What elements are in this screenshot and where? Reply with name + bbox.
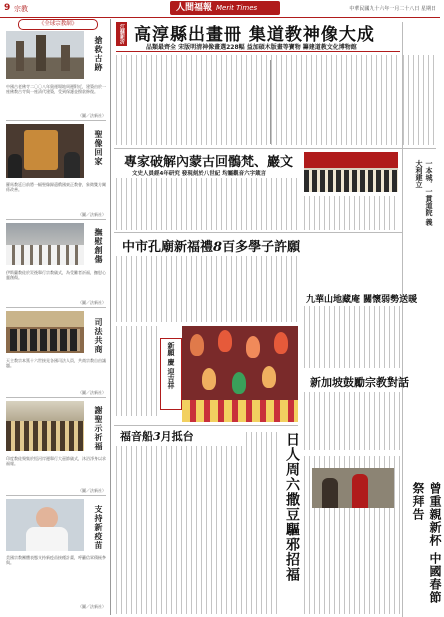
lantern-shape: [274, 332, 288, 354]
section-separator: [114, 425, 298, 426]
lantern-shape: [202, 368, 216, 390]
story2-subhead: 文史人員經4年研究 發現刻於八世紀 均屬觀音六字箴言: [132, 171, 267, 177]
sidebar-item-title: 搶救古跡: [94, 36, 104, 72]
photo-ancient-towers[interactable]: [6, 31, 84, 79]
lantern-shape: [232, 372, 246, 394]
crowd-shape: [304, 170, 398, 192]
photo-credit: （圖／法新社）: [78, 488, 106, 493]
masthead-en: Merit Times: [216, 4, 258, 12]
story6-headline-b: 月抵台: [160, 430, 194, 443]
crowd-shape: [6, 421, 84, 451]
photo-credit: （圖／法新社）: [78, 604, 106, 609]
masthead[interactable]: [170, 1, 280, 15]
sidebar-item-title: 司法共商: [94, 318, 104, 354]
lead-kicker: 江蘇新沂: [116, 22, 127, 46]
issue-date: 中華民國九十六年一月二十八日 星期日: [349, 6, 436, 12]
photo-caption-text: [304, 196, 398, 230]
sidebar-item-body: 中國古老佛寺二〇〇八年奧運場地周邊附近，建築由於一座佛教古寺與一座清代建築，受到保護並撥款修復。: [6, 84, 106, 94]
section-separator: [114, 232, 402, 233]
right-column-divider: [402, 22, 403, 617]
story6-headline[interactable]: [120, 428, 194, 444]
lantern-shape: [190, 334, 204, 356]
story8-headline[interactable]: 曾重親新杯 中國春節祭拜告: [411, 482, 442, 605]
lead-subhead: 品類最齊全 宋版明清神像畫選228幅 益加碩木版畫等寶物 籌建道教文化博物館: [146, 44, 357, 51]
story5-body-text: [304, 392, 400, 450]
header-rule: [0, 17, 440, 18]
lead-rule: [116, 51, 400, 52]
body-shape: [26, 527, 68, 551]
photo-vaccine[interactable]: [6, 499, 84, 551]
story2-headline[interactable]: 專家破解內蒙古回鶻梵、巖文: [124, 155, 294, 170]
sidebar-item-title: 謝聖示祈福: [94, 406, 104, 451]
lantern-shape: [246, 336, 260, 358]
sidebar-separator: [6, 219, 106, 220]
sidebar-separator: [6, 307, 106, 308]
figure-shape: [8, 154, 22, 178]
story3-headline-a: 中市孔廟新福禮: [122, 240, 214, 255]
story6-headline-a: 福音船: [120, 430, 153, 443]
sidebar-separator: [6, 495, 106, 496]
photo-ceremony-group[interactable]: [304, 152, 398, 192]
photo-icon-return[interactable]: [6, 124, 84, 178]
sidebar-item-body: 天主教宗本篤十六世接見各國司法人員，共商宗教自由議題。: [6, 358, 106, 368]
sidebar-item-title: 支持新疫苗: [94, 505, 104, 550]
sidebar-item-body: 伊斯蘭教徒於災後舉行宗教儀式，為受難者祈福，撫慰心靈創傷。: [6, 270, 106, 280]
feature-vertical-title: 新願 慶 迎吉祥: [167, 342, 176, 389]
tower-shape: [61, 45, 70, 71]
story5-headline[interactable]: 新加坡鼓勵宗教對話: [310, 376, 409, 389]
story2-body-text: [116, 178, 298, 230]
sidebar-item-title: 聖像回家: [94, 130, 104, 166]
lantern-shape: [262, 366, 276, 388]
page-number: 9: [4, 3, 11, 13]
story4-body-text: [304, 306, 400, 368]
story6-body-text: [116, 446, 242, 614]
photo-credit: （圖／法新社）: [78, 212, 106, 217]
photo-crowd-ritual[interactable]: [6, 223, 84, 265]
sidebar-item-title: 撫慰創傷: [94, 228, 104, 264]
feature-side-text: [116, 326, 158, 416]
tower-shape: [36, 35, 46, 71]
photo-spring-festival[interactable]: [312, 468, 394, 508]
story7-body-text: [246, 432, 278, 614]
lantern-shape: [218, 330, 232, 352]
figure-shape: [64, 152, 80, 178]
sidebar-divider: [110, 19, 111, 615]
photo-pilgrims[interactable]: [6, 401, 84, 451]
tower-shape: [16, 41, 24, 71]
figure-shape: [322, 478, 338, 508]
lantern-row: [182, 400, 298, 422]
photo-credit: （圖／法新社）: [78, 390, 106, 395]
sidebar-item-body: 印度教徒聚集於恆河岸邊舉行大壺節儀式，沐浴淨身以求福報。: [6, 456, 106, 466]
masthead-title: 人間福報: [176, 3, 213, 13]
photo-credit: （圖／法新社）: [78, 113, 106, 118]
sidebar-separator: [6, 120, 106, 121]
face-shape: [36, 507, 58, 529]
story7-headline[interactable]: 日人周六撒豆驅邪招福: [284, 432, 300, 582]
story3-headline[interactable]: [122, 236, 300, 255]
story3-headline-b: 百多學子許願: [222, 240, 301, 255]
column-divider: [270, 60, 271, 144]
crowd-shape: [6, 245, 84, 265]
section-label: 宗教: [14, 5, 28, 13]
figure-shape: [352, 474, 368, 508]
right-column-text: [403, 55, 437, 145]
photo-lantern-hall[interactable]: [182, 326, 298, 422]
sidebar-heading: 《全球宗教網》: [18, 19, 98, 30]
story3-body-text: [116, 256, 300, 322]
sidebar-separator: [6, 397, 106, 398]
feature-title-box: [160, 338, 182, 410]
section-separator: [114, 148, 436, 149]
sidebar-item-body: 美國宗教團體表態支持新疫苗接種計畫，呼籲信眾積極參與。: [6, 555, 106, 565]
wall-shape: [6, 311, 84, 327]
lead-headline[interactable]: 高淳縣出畫冊 集道教神像大成: [134, 25, 375, 45]
sidebar-item-body: 羅馬教廷日前將一幅聖像歸還俄國東正教會，象徵雙方關係改善。: [6, 182, 106, 192]
story6-highlight: 3: [153, 430, 161, 443]
crowd-shape: [10, 329, 80, 351]
icon-painting: [24, 130, 58, 170]
story4-headline[interactable]: 九華山地藏庵 關懷弱勢送暖: [306, 295, 418, 305]
lead-body-text: [116, 55, 398, 145]
photo-credit: （圖／法新社）: [78, 300, 106, 305]
right-vertical-title: 一本城．一貫道院 義大利建立: [415, 160, 434, 226]
photo-judiciary-meeting[interactable]: [6, 311, 84, 353]
story3-highlight: 8: [213, 240, 223, 255]
